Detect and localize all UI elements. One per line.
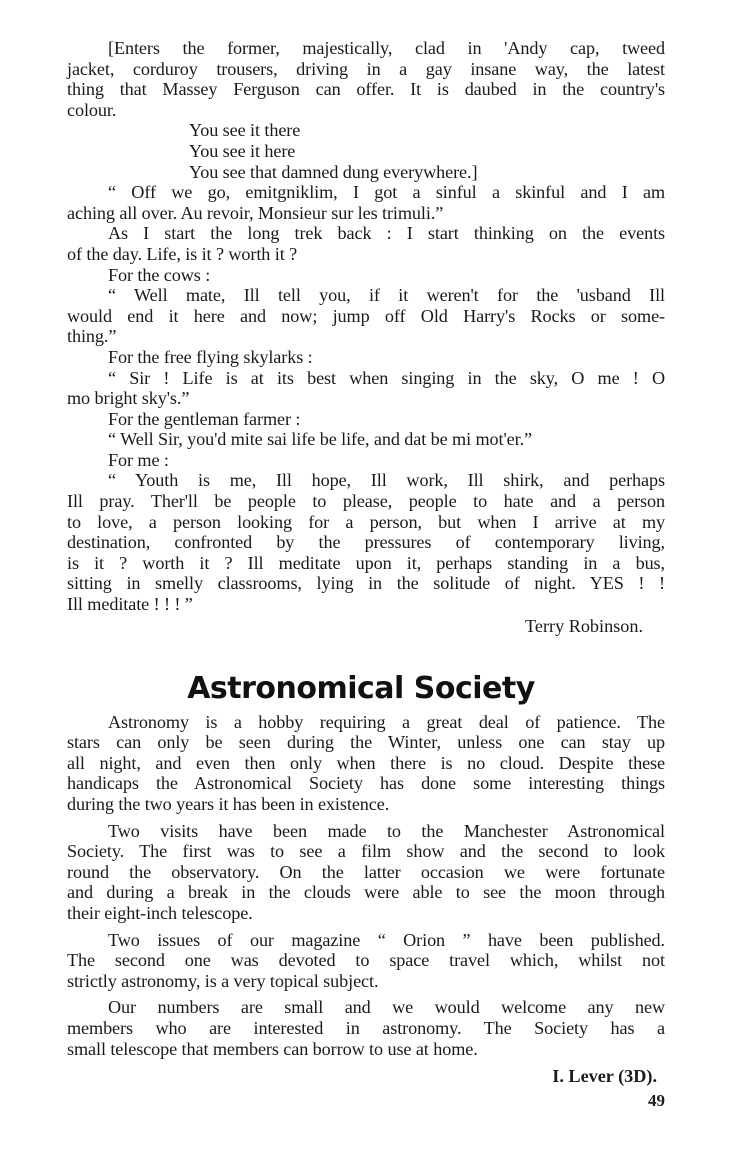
text-line: Our numbers are small and we would welcome any new [108, 997, 665, 1018]
text-line: destination, confronted by the pressures of contemporary living, [67, 532, 665, 553]
text-line: round the observatory. On the latter occasion we were fortunate [67, 861, 665, 882]
text-line: aching all over. Au revoir, Monsieur sur les trimuli.” [67, 202, 444, 223]
text-line: Ill pray. Ther'll be people to please, people to hate and a person [67, 491, 665, 512]
farmer-quote: “ Well Sir, you'd mite sai life be life, and dat be mi mot'er.” [108, 429, 533, 450]
text-line: handicaps the Astronomical Society has done some interesting things [67, 773, 665, 794]
story-author: Terry Robinson. [525, 615, 643, 636]
text-line: Society. The first was to see a film show and the second to look [67, 841, 665, 862]
article-heading: Astronomical Society [187, 670, 535, 706]
skylarks-quote [67, 368, 665, 409]
text-line: to love, a person looking for a person, but when I arrive at my [67, 511, 665, 532]
text-line: is it ? worth it ? Ill meditate upon it, perhaps standing in a bus, [67, 552, 665, 573]
article-paragraph-3 [67, 930, 665, 992]
text-line: thing that Massey Ferguson can offer. It is daubed in the country's [67, 79, 665, 100]
verse-line: You see that damned dung everywhere.] [189, 161, 478, 182]
for-me: For me : [108, 449, 169, 470]
text-line: “ Well mate, Ill tell you, if it weren't for the 'usband Ill [108, 285, 665, 306]
text-line: “ Off we go, emitgniklim, I got a sinful a skinful and I am [108, 182, 665, 203]
text-line: of the day. Life, is it ? worth it ? [67, 243, 298, 264]
text-line: would end it here and now; jump off Old Harry's Rocks or some- [67, 305, 665, 326]
article-paragraph-1 [67, 712, 665, 815]
text-line: [Enters the former, majestically, clad in 'Andy cap, tweed [108, 38, 665, 58]
text-line: jacket, corduroy trousers, driving in a gay insane way, the latest [67, 58, 665, 79]
text-line: and during a break in the clouds were able to see the moon through [67, 882, 665, 903]
stage-direction [67, 38, 665, 120]
text-line: The second one was devoted to space travel which, whilst not [67, 950, 665, 971]
verse-line: You see it here [189, 140, 296, 161]
for-the-farmer: For the gentleman farmer : [108, 408, 301, 429]
text-line: members who are interested in astronomy. The Society has a [67, 1017, 665, 1038]
text-line: all night, and even then only when there is no cloud. Despite these [67, 752, 665, 773]
verse-line: You see it there [189, 120, 301, 141]
text-line: mo bright sky's.” [67, 388, 190, 409]
article-author: I. Lever (3D). [552, 1066, 657, 1087]
page [67, 38, 665, 1111]
me-quote [67, 470, 665, 614]
text-line: small telescope that members can borrow to use at home. [67, 1038, 478, 1059]
text-line: stars can only be seen during the Winter, unless one can stay up [67, 732, 665, 753]
text-line: during the two years it has been in existence. [67, 794, 390, 814]
text-line: Two issues of our magazine “ Orion ” have been published. [108, 929, 665, 950]
text-line: thing.” [67, 326, 117, 347]
text-line: Ill meditate ! ! ! ” [67, 594, 193, 615]
for-the-cows: For the cows : [108, 264, 211, 285]
article-paragraph-4 [67, 997, 665, 1059]
cows-quote [67, 285, 665, 347]
text-line: “ Youth is me, Ill hope, Ill work, Ill shirk, and perhaps [108, 470, 665, 491]
for-the-skylarks: For the free flying skylarks : [108, 346, 313, 367]
text-line: As I start the long trek back : I start thinking on the events [108, 223, 665, 244]
article-paragraph-2 [67, 821, 665, 924]
text-line: sitting in smelly classrooms, lying in the solitude of night. YES ! ! [67, 573, 665, 594]
text-line: colour. [67, 99, 117, 120]
page-number: 49 [648, 1091, 665, 1111]
text-line: Astronomy is a hobby requiring a great deal of patience. The [108, 711, 665, 732]
text-line: their eight-inch telescope. [67, 902, 253, 923]
text-line: Two visits have been made to the Manchester Astronomical [108, 820, 665, 841]
verse [67, 120, 665, 182]
paragraph-trek [67, 223, 665, 264]
paragraph-off-we-go [67, 182, 665, 223]
text-line: “ Sir ! Life is at its best when singing in the sky, O me ! O [108, 367, 665, 388]
text-line: strictly astronomy, is a very topical subject. [67, 970, 379, 991]
